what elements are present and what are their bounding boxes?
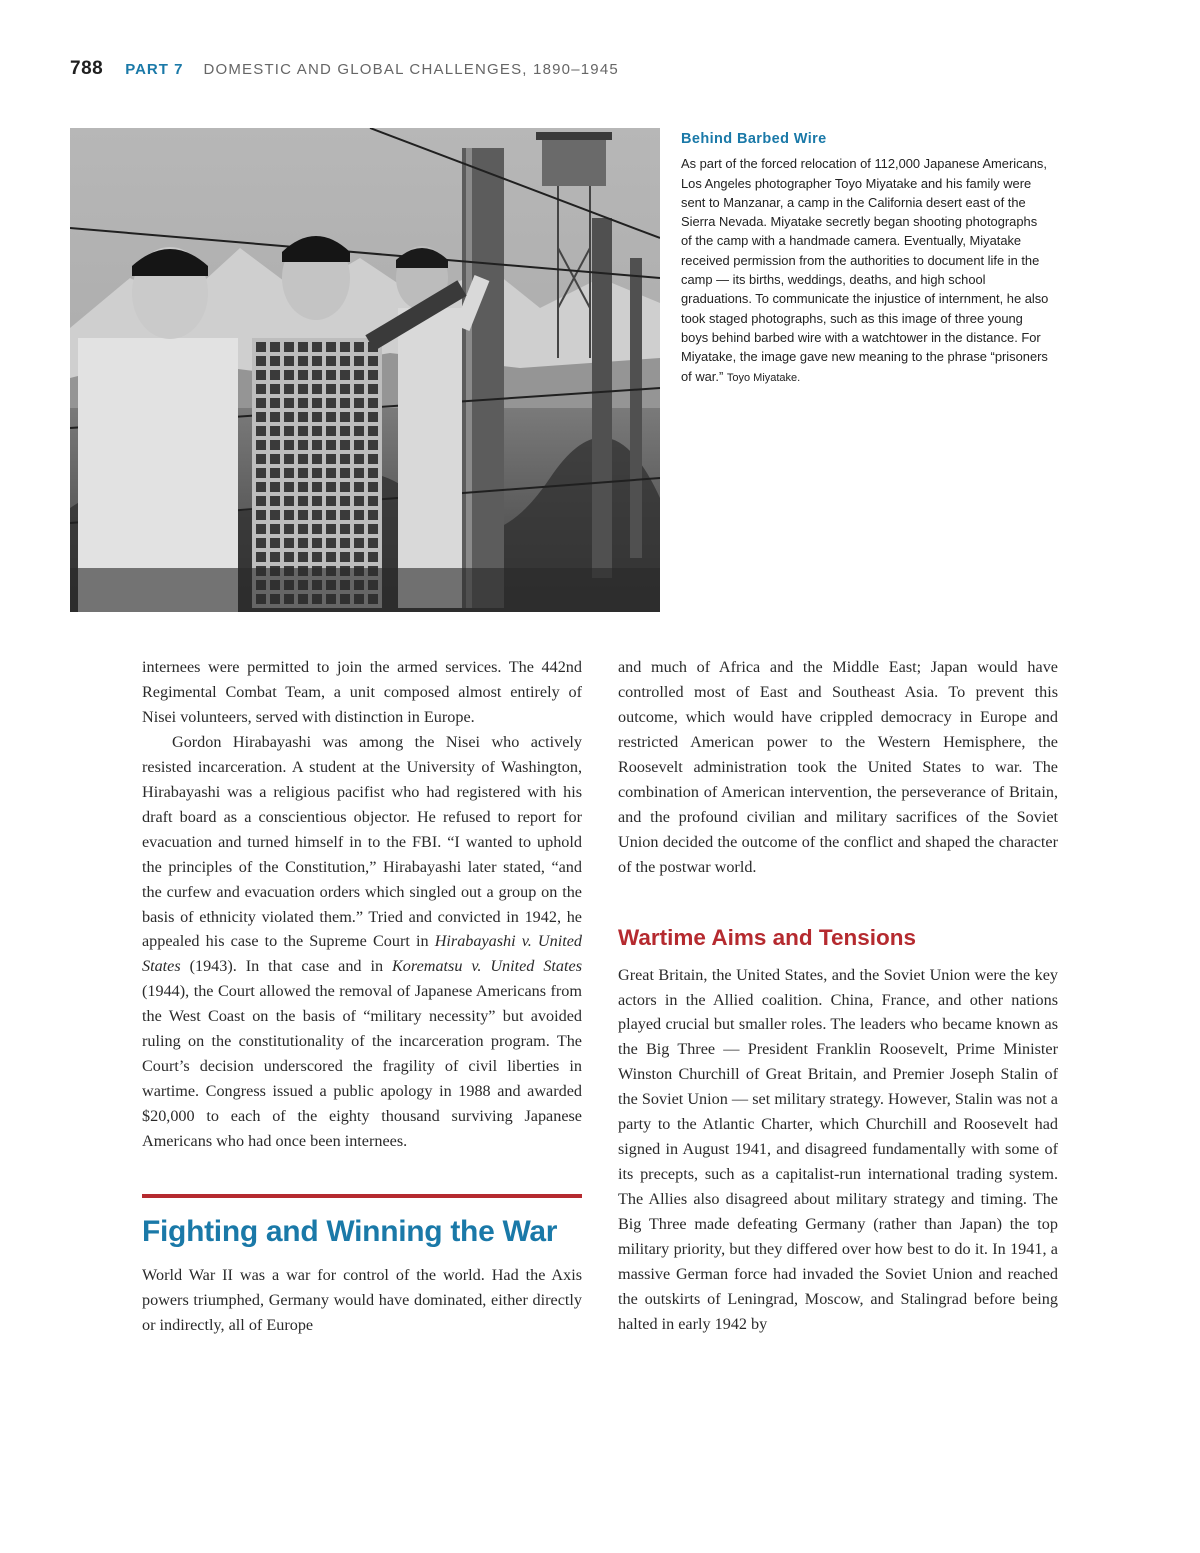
photo-caption xyxy=(681,130,1051,388)
paragraph-africa-middle-east: and much of Africa and the Middle East; Japan would have controlled most of East and Southeast Asia. To prevent this outcome, which would have crippled democracy in Europe and restricted American power to the Western Hemisphere, the Roosevelt administration took the United States to war. The combination of American intervention, the perseverance of Britain, and the profound civilian and military sacrifices of the Soviet Union decided the outcome of the conflict and shaped the character of the postwar world. xyxy=(618,658,1058,876)
caption-title: Behind Barbed Wire xyxy=(681,131,827,147)
photo-credit: Toyo Miyatake. xyxy=(726,371,801,384)
paragraph-world-war: World War II was a war for control of the world. Had the Axis powers triumphed, Germany would have dominated, either directly or indirectly, all of Europe xyxy=(142,1266,582,1334)
running-section-title: DOMESTIC AND GLOBAL CHALLENGES, 1890–1945 xyxy=(203,61,619,78)
hirabayashi-text-a: Gordon Hirabayashi was among the Nisei who actively resisted incarceration. A student at the University of Washington, Hirabayashi was a religious pacifist who had registered with his draft board as a conscientious objector. He refused to report for evacuation and turned himself in to the FBI. “I wanted to uphold the principles of the Constitution,” Hirabayashi later stated, “and the curfew and evacuation orders which singled out a group on the basis of ethnicity violated them.” Tried and convicted in 1942, he appealed his case to the Supreme Court in xyxy=(142,732,582,951)
section-divider-rule xyxy=(142,1194,582,1198)
right-column xyxy=(618,655,1058,1337)
part-label: PART 7 xyxy=(125,61,184,78)
paragraph-allied-coalition: Great Britain, the United States, and the Soviet Union were the key actors in the Allied coalition. China, France, and other nations played crucial but smaller roles. The leaders who became known as the Big Three — President Franklin Roosevelt, Prime Minister Winston Churchill of Great Britain, and Premier Joseph Stalin of the Soviet Union — set military strategy. However, Stalin was not a party to the Atlantic Charter, which Churchill and Roosevelt had signed in August 1941, and disagreed fundamentally with some of its precepts, such as a capitalist-run international trading system. The Allies also disagreed about military strategy and timing. The Big Three made defeating Germany (rather than Japan) the top military priority, but they differed over how best to do it. In 1941, a massive German force had invaded the Soviet Union and reached the outskirts of Leningrad, Moscow, and Stalingrad before being halted in early 1942 by xyxy=(618,965,1058,1333)
paragraph-hirabayashi xyxy=(142,730,582,1154)
subsection-heading-wartime-aims: Wartime Aims and Tensions xyxy=(618,924,916,950)
paragraph-internees: internees were permitted to join the armed services. The 442nd Regimental Combat Team, a unit composed almost entirely of Nisei volunteers, served with distinction in Europe. xyxy=(142,658,582,726)
hirabayashi-text-c: (1944), the Court allowed the removal of Japanese Americans from the West Coast on the basis of “military necessity” but avoided ruling on the constitutionality of the incarceration program. The Court’s decision underscored the fragility of civil liberties in wartime. Congress issued a public apology in 1988 and awarded $20,000 to each of the eighty thousand surviving Japanese Americans who had once been internees. xyxy=(142,982,582,1151)
caption-body xyxy=(681,154,1051,388)
case-korematsu: Korematsu v. United States xyxy=(392,957,583,976)
case-hirabayashi: Hirabayashi v. United States xyxy=(142,932,582,976)
left-column xyxy=(142,655,582,1338)
caption-text: As part of the forced relocation of 112,000 Japanese Americans, Los Angeles photographer Toyo Miyatake and his family were sent to Manzanar, a camp in the California desert east of the Sierra Nevada. Miyatake secretly began shooting photographs of the camp with a handmade camera. Eventually, Miyatake received permission from the authorities to document life in the camp — its births, weddings, deaths, and high school graduations. To communicate the injustice of internment, he also took staged photographs, such as this image of three young boys behind barbed wire with a watchtower in the distance. For Miyatake, the image gave new meaning to the phrase “prisoners of war.” xyxy=(681,156,1049,384)
running-header xyxy=(70,58,619,88)
page-number: 788 xyxy=(70,58,104,79)
photo-boys-behind-barbed-wire xyxy=(70,128,660,612)
hirabayashi-text-b: (1943). In that case and in xyxy=(180,957,392,976)
section-heading-fighting: Fighting and Winning the War xyxy=(142,1215,558,1249)
